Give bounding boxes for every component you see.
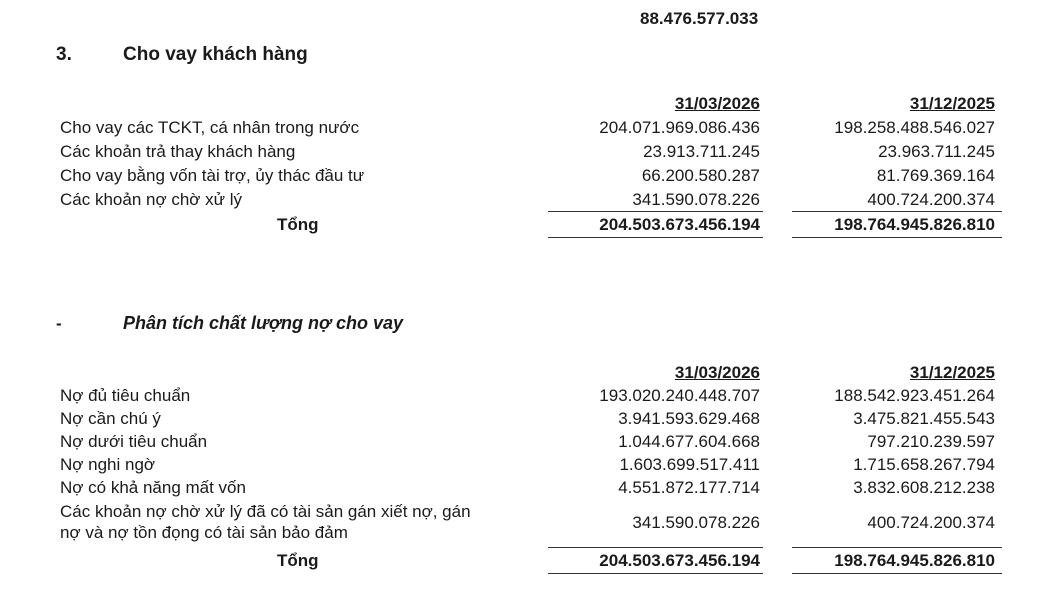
row-value-2025: 797.210.239.597 [867,432,995,451]
column-header-2025: 31/12/2025 [909,94,995,113]
section-number: 3. [56,44,72,65]
total-value-2026: 204.503.673.456.194 [599,551,760,570]
total-value-2025: 198.764.945.826.810 [834,551,995,570]
row-label: Các khoản nợ chờ xử lý [60,190,243,209]
row-value-2026: 341.590.078.226 [632,513,760,532]
row-label: Nợ có khả năng mất vốn [60,478,246,497]
row-value-2025: 400.724.200.374 [867,513,995,532]
column-header-2025: 31/12/2025 [909,363,995,382]
total-rule-top [792,211,1002,212]
row-label: Nợ đủ tiêu chuẩn [60,386,191,405]
row-value-2025: 23.963.711.245 [878,142,995,161]
total-label: Tổng [277,215,319,234]
total-rule-top [548,547,763,548]
total-rule-bottom [792,237,1002,238]
total-rule-top [792,547,1002,548]
row-value-2025: 1.715.658.267.794 [853,455,995,474]
row-value-2025: 188.542.923.451.264 [834,386,995,405]
row-value-2025: 3.832.608.212.238 [853,478,995,497]
row-value-2026: 3.941.593.629.468 [618,409,760,428]
total-label: Tổng [277,551,319,570]
row-value-2026: 193.020.240.448.707 [599,386,760,405]
total-value-2025: 198.764.945.826.810 [834,215,995,234]
row-value-2026: 23.913.711.245 [643,142,760,161]
total-value-2026: 204.503.673.456.194 [599,215,760,234]
total-rule-top [548,211,763,212]
row-value-2026: 4.551.872.177.714 [618,478,760,497]
row-value-2026: 204.071.969.086.436 [599,118,760,137]
row-label: Các khoản trả thay khách hàng [60,142,296,161]
row-value-2026: 66.200.580.287 [641,166,760,185]
carryover-total: 88.476.577.033 [640,9,759,28]
row-value-2026: 1.603.699.517.411 [619,455,760,474]
row-value-2025: 198.258.488.546.027 [834,118,995,137]
row-value-2025: 400.724.200.374 [867,190,995,209]
row-label-line2: nợ và nợ tồn đọng có tài sản bảo đảm [60,523,348,542]
total-rule-bottom [792,573,1002,574]
row-label: Cho vay các TCKT, cá nhân trong nước [60,118,360,137]
row-value-2025: 81.769.369.164 [876,166,995,185]
section-title: Phân tích chất lượng nợ cho vay [123,313,404,333]
column-header-2026: 31/03/2026 [674,363,760,382]
row-label-line1: Các khoản nợ chờ xử lý đã có tài sản gán xiết nợ, gán [60,502,471,521]
row-label: Nợ cần chú ý [60,409,161,428]
section-title: Cho vay khách hàng [123,44,308,65]
section-bullet: - [56,314,62,333]
total-rule-bottom [548,237,763,238]
total-rule-bottom [548,573,763,574]
row-value-2026: 1.044.677.604.668 [618,432,760,451]
row-label: Nợ dưới tiêu chuẩn [60,432,208,451]
row-value-2025: 3.475.821.455.543 [853,409,995,428]
column-header-2026: 31/03/2026 [674,94,760,113]
row-label: Cho vay bằng vốn tài trợ, ủy thác đầu tư [60,166,365,185]
row-value-2026: 341.590.078.226 [632,190,760,209]
row-label: Nợ nghi ngờ [60,455,156,474]
